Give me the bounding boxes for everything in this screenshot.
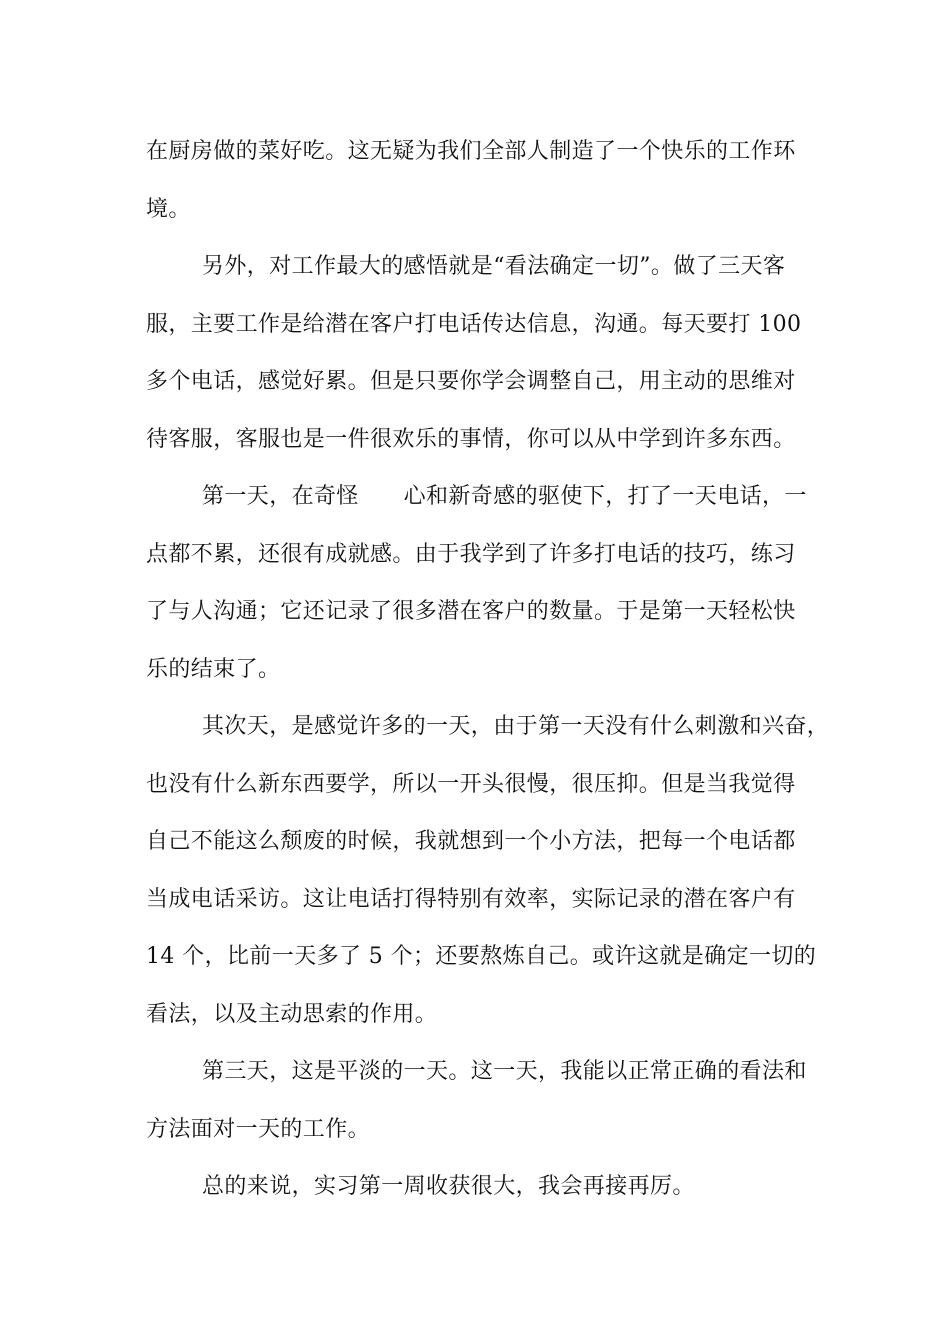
text-line: 14 个，比前一天多了 5 个；还要熬炼自己。或许这就是确定一切的 xyxy=(146,944,817,969)
text-line: 乐的结束了。 xyxy=(146,656,281,682)
text-line: 待客服，客服也是一件很欢乐的事情，你可以从中学到许多东西。 xyxy=(146,426,796,452)
text-line: 自己不能这么颓废的时候，我就想到一个小方法，把每一个电话都 xyxy=(146,829,796,854)
text-line: 服，主要工作是给潜在客户打电话传达信息，沟通。每天要打 100 xyxy=(146,311,802,337)
paragraph-start-line: 另外，对工作最大的感悟就是“看法确定一切”。做了三天客 xyxy=(202,254,786,279)
text-line: 也没有什么新东西要学，所以一开头很慢，很压抑。但是当我觉得 xyxy=(146,771,796,797)
text-line: 境。 xyxy=(146,196,191,222)
paragraph-start-line: 第三天，这是平淡的一天。这一天，我能以正常正确的看法和 xyxy=(202,1059,807,1084)
text-line: 了与人沟通；它还记录了很多潜在客户的数量。于是第一天轻松快 xyxy=(146,599,796,624)
paragraph-start-line: 第一天，在奇怪 心和新奇感的驱使下，打了一天电话，一 xyxy=(202,484,807,509)
text-line: 多个电话，感觉好累。但是只要你学会调整自己，用主动的思维对 xyxy=(146,369,796,394)
text-line: 当成电话采访。这让电话打得特别有效率，实际记录的潜在客户有 xyxy=(146,886,796,912)
text-line: 在厨房做的菜好吃。这无疑为我们全部人制造了一个快乐的工作环 xyxy=(146,139,796,164)
text-line: 看法，以及主动思索的作用。 xyxy=(146,1001,438,1027)
paragraph-start-line: 总的来说，实习第一周收获很大，我会再接再厉。 xyxy=(202,1174,695,1199)
text-line: 方法面对一天的工作。 xyxy=(146,1116,371,1142)
text-line: 点都不累，还很有成就感。由于我学到了许多打电话的技巧，练习 xyxy=(146,541,796,567)
paragraph-start-line: 其次天，是感觉许多的一天，由于第一天没有什么刺激和兴奋， xyxy=(202,714,830,739)
document-body xyxy=(146,128,830,1221)
